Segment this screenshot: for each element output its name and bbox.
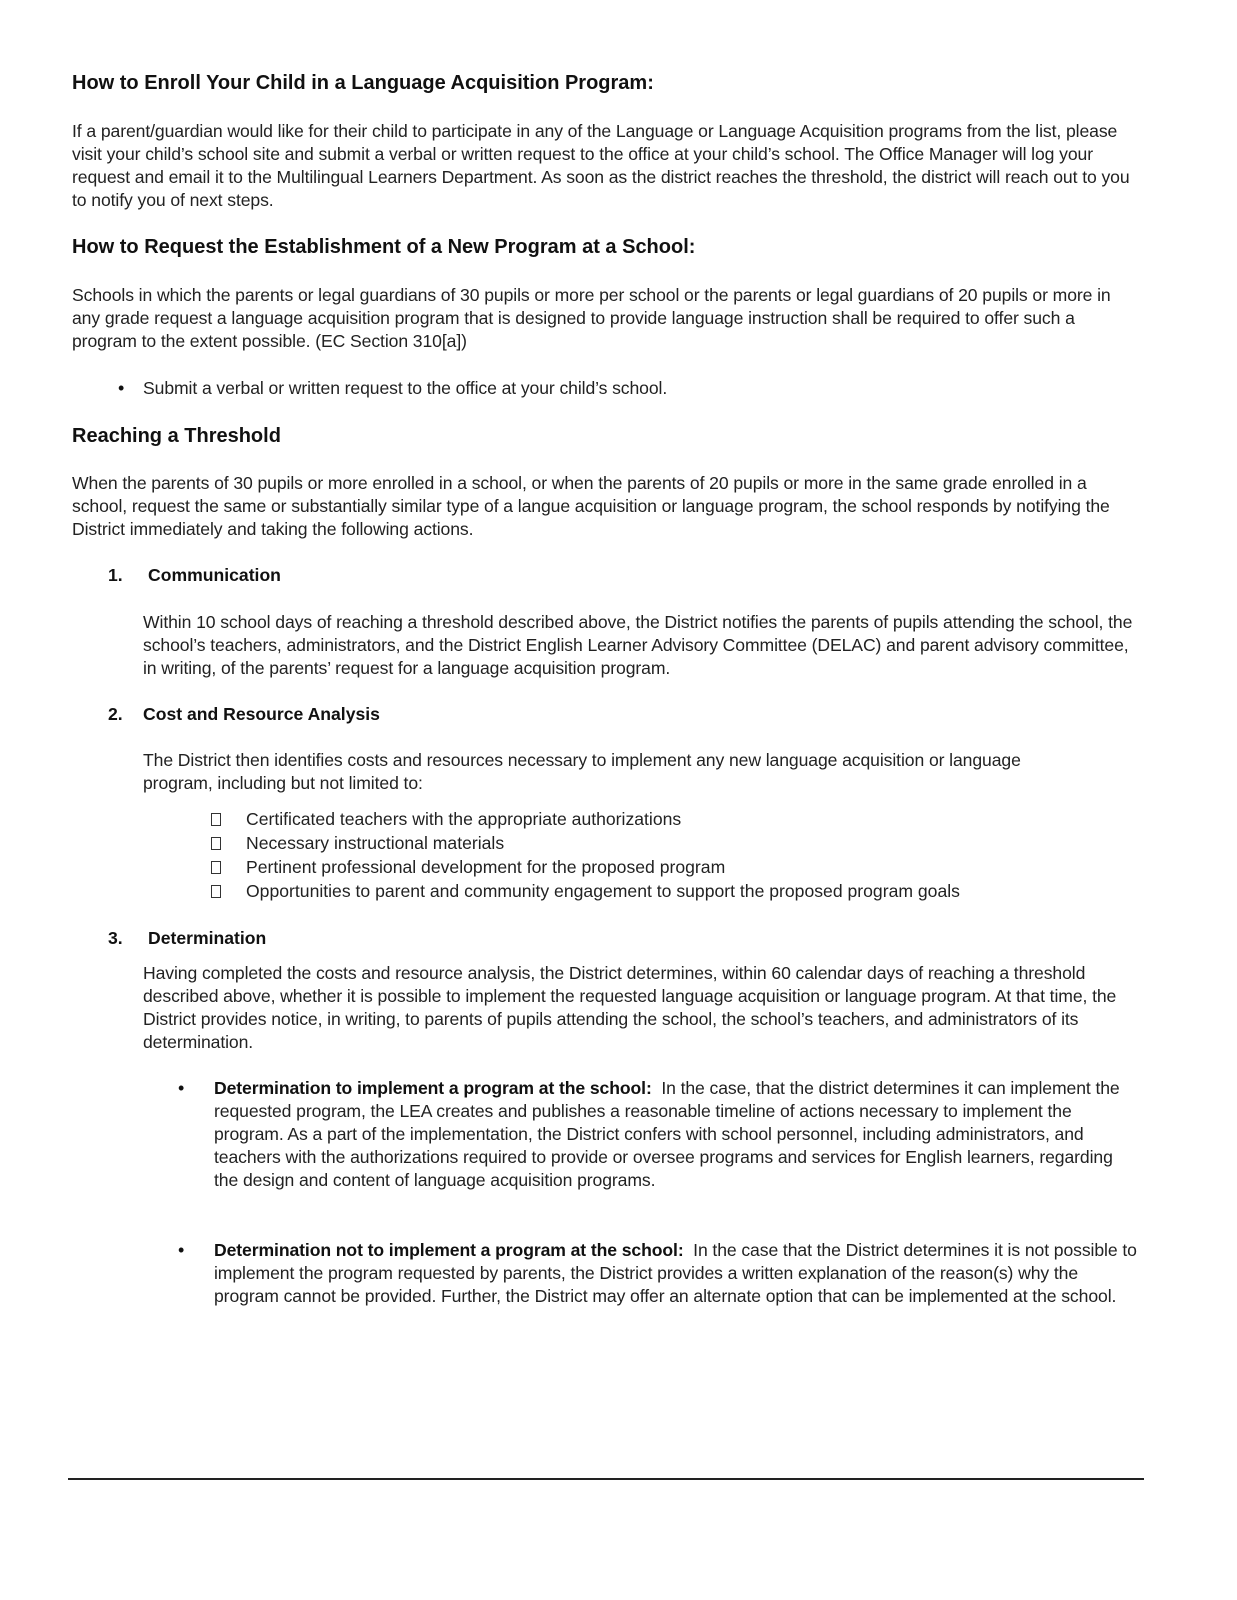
step-1-number: 1.: [108, 565, 123, 585]
resource-item: Certificated teachers with the appropriate authorizations: [246, 809, 682, 829]
step-1-body: Within 10 school days of reaching a threshold described above, the District notifies the parents of pupils attending the school, the school’s teachers, administrators, and the District English Learner Advisory Committee (DELAC) and parent advisory committee, in writing, of the parents’ request for a language acquisition program.: [143, 612, 1133, 678]
step-3-title: Determination: [148, 928, 267, 948]
checkbox-icon: [211, 861, 221, 874]
resource-item: Necessary instructional materials: [246, 833, 505, 853]
checkbox-icon: [211, 837, 221, 850]
outcome-not-implement-label: Determination not to implement a program at the school:: [214, 1240, 684, 1260]
bullet-dot: •: [178, 1240, 185, 1260]
step-3-body: Having completed the costs and resource analysis, the District determines, within 60 calendar days of reaching a threshold described above, whether it is possible to implement the requested language acquisition or language program. At that time, the District provides notice, in writing, to parents of pupils attending the school, the school’s teachers, and administrators of its determination.: [143, 963, 1117, 1052]
footer-rule: [68, 1478, 1144, 1480]
resource-item: Pertinent professional development for the proposed program: [246, 857, 726, 877]
threshold-body: When the parents of 30 pupils or more enrolled in a school, or when the parents of 20 pupils or more in the same grade enrolled in a school, request the same or substantially similar type of a langue acquisition or language program, the school responds by notifying the District immediately and taking the following actions.: [72, 473, 1110, 539]
outcome-implement-text: In the case, that the district determines it can implement the requested program, the LEA creates and publishes a reasonable timeline of actions necessary to implement the program. As a part of the implementation, the District confers with school personnel, including administrators, and teachers with the authorizations required to provide or oversee programs and services for English learners, regarding the design and content of language acquisition programs.: [214, 1078, 1120, 1190]
request-heading: How to Request the Establishment of a New Program at a School:: [72, 236, 696, 258]
threshold-heading: Reaching a Threshold: [72, 425, 281, 447]
bullet-dot: •: [118, 378, 125, 398]
step-2-body: The District then identifies costs and resources necessary to implement any new language acquisition or language program, including but not limited to:: [143, 750, 1021, 793]
bullet-dot: •: [178, 1078, 185, 1098]
outcome-implement-label: Determination to implement a program at the school:: [214, 1078, 652, 1098]
checkbox-icon: [211, 885, 221, 898]
outcome-not-implement: [214, 1239, 1144, 1308]
step-1-title: Communication: [148, 565, 281, 585]
resource-item: Opportunities to parent and community engagement to support the proposed program goals: [246, 881, 960, 901]
enroll-body: If a parent/guardian would like for their child to participate in any of the Language or Language Acquisition programs from the list, please visit your child’s school site and submit a verbal or written request to the office at your child’s school. The Office Manager will log your request and email it to the Multilingual Learners Department. As soon as the district reaches the threshold, the district will reach out to you to notify you of next steps.: [72, 121, 1130, 210]
enroll-heading: How to Enroll Your Child in a Language Acquisition Program:: [72, 72, 654, 94]
request-body: Schools in which the parents or legal guardians of 30 pupils or more per school or the parents or legal guardians of 20 pupils or more in any grade request a language acquisition program that is designed to provide language instruction shall be required to offer such a program to the extent possible. (EC Section 310[a]): [72, 285, 1111, 351]
step-2-title: Cost and Resource Analysis: [143, 704, 380, 724]
outcome-implement: [214, 1077, 1134, 1192]
outcome-not-implement-text: In the case that the District determines it is not possible to implement the program requested by parents, the District provides a written explanation of the reason(s) why the program cannot be provided. Further, the District may offer an alternate option that can be implemented at the school.: [214, 1240, 1137, 1306]
step-2-number: 2.: [108, 704, 123, 724]
request-bullet: Submit a verbal or written request to the office at your child’s school.: [143, 378, 668, 398]
step-3-number: 3.: [108, 928, 123, 948]
checkbox-icon: [211, 813, 221, 826]
